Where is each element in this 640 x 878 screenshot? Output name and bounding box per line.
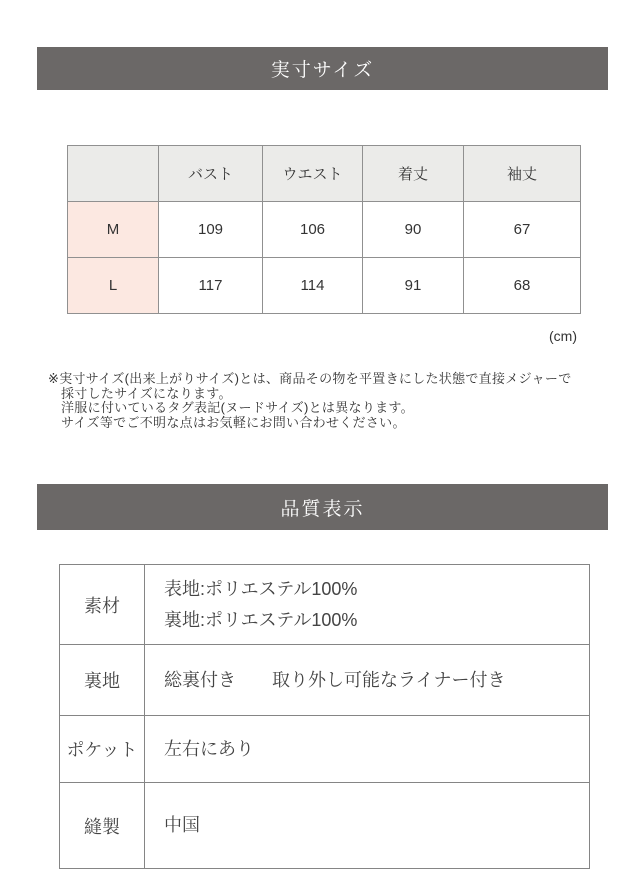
size-section-title: 実寸サイズ [270,60,375,81]
quality-label-material: 素材 [60,565,145,645]
size-table-header-sleeve: 袖丈 [464,146,581,202]
quality-row-material [60,565,590,645]
size-table [67,145,581,314]
quality-row-sewing [60,783,590,869]
note-line-3: 洋服に付いているタグ表記(ヌードサイズ)とは異なります。 [61,400,414,416]
size-table-header-row [68,146,581,202]
quality-section-header [37,484,608,530]
quality-label-lining: 裏地 [60,645,145,716]
size-table-row-m [68,202,581,258]
note-line-1: ※実寸サイズ(出来上がりサイズ)とは、商品その物を平置きにした状態で直接メジャーで [48,371,572,386]
size-table-corner-cell [68,146,159,202]
size-m-bust-value: 109 [159,202,263,258]
material-outer-fabric-text: 表地:ポリエステル100% [164,578,358,599]
lining-text: 総裏付き 取り外し可能なライナー付き [164,669,506,690]
quality-row-lining [60,645,590,716]
size-notes [48,372,572,430]
quality-value-material [145,565,590,645]
quality-section-title: 品質表示 [280,498,365,520]
size-l-waist-value: 114 [263,258,363,314]
size-row-label-l: L [68,258,159,314]
size-m-sleeve-value: 67 [464,202,581,258]
note-line-4: サイズ等でご不明な点はお気軽にお問い合わせください。 [61,414,406,430]
size-table-header-bust: バスト [159,146,263,202]
size-section-header [37,47,608,90]
size-l-length-value: 91 [363,258,464,314]
quality-value-pocket [145,716,590,783]
size-table-row-l [68,258,581,314]
quality-value-sewing [145,783,590,869]
size-row-label-m: M [68,202,159,258]
sewing-country-text: 中国 [164,815,200,835]
quality-row-pocket [60,716,590,783]
size-table-header-waist: ウエスト [263,146,363,202]
size-table-header-length: 着丈 [363,146,464,202]
material-lining-fabric-text: 裏地:ポリエステル100% [164,609,358,630]
size-l-sleeve-value: 68 [464,258,581,314]
quality-value-lining [145,645,590,716]
size-l-bust-value: 117 [159,258,263,314]
size-m-length-value: 90 [363,202,464,258]
quality-table [59,564,590,869]
quality-label-pocket: ポケット [60,716,145,783]
quality-label-sewing: 縫製 [60,783,145,869]
note-line-2: 採寸したサイズになります。 [61,385,232,401]
pocket-text: 左右にあり [164,738,254,759]
size-m-waist-value: 106 [263,202,363,258]
unit-label: (cm) [549,328,577,344]
